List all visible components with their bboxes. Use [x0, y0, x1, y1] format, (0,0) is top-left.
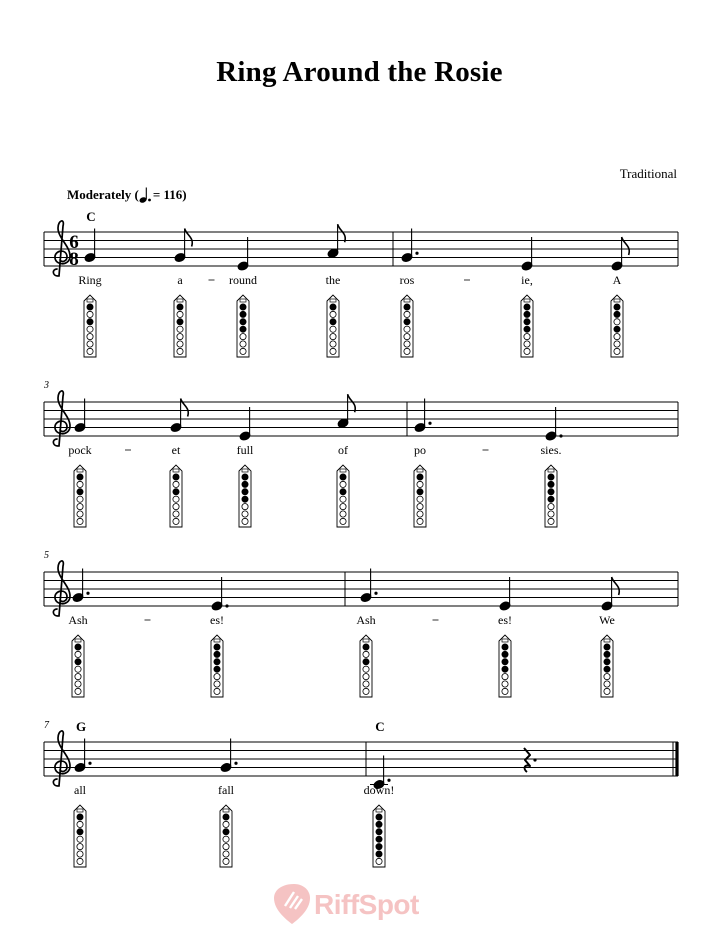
lyric-syllable: ros	[399, 273, 415, 287]
recorder-mouthpiece	[87, 299, 93, 302]
augmentation-dot	[387, 779, 390, 782]
hole-closed	[376, 814, 382, 820]
hole-open	[363, 651, 369, 657]
hole-open	[214, 674, 220, 680]
hole-closed	[376, 844, 382, 850]
hole-open	[363, 681, 369, 687]
lyric-syllable: Ash	[356, 613, 376, 627]
recorder-mouthpiece	[240, 299, 246, 302]
hole-open	[177, 326, 183, 332]
tempo-open-paren: (	[134, 187, 139, 202]
hole-open	[77, 844, 83, 850]
staff-system-4	[44, 742, 678, 776]
recorder-fingering-chart	[170, 465, 182, 527]
hole-open	[548, 504, 554, 510]
hole-closed	[77, 829, 83, 835]
recorder-fingering-chart	[545, 465, 557, 527]
hole-closed	[404, 304, 410, 310]
hole-open	[417, 504, 423, 510]
hole-open	[340, 518, 346, 524]
hole-closed	[604, 666, 610, 672]
measure-number: 3	[44, 380, 49, 391]
hole-closed	[242, 474, 248, 480]
recorder-mouthpiece	[173, 469, 179, 472]
hole-open	[177, 348, 183, 354]
hole-open	[77, 496, 83, 502]
hole-open	[240, 334, 246, 340]
recorder-fingering-chart	[72, 635, 84, 697]
hole-closed	[417, 474, 423, 480]
lyric-syllable: es!	[210, 613, 224, 627]
recorder-mouthpiece	[524, 299, 530, 302]
hole-open	[75, 681, 81, 687]
recorder-fingering-chart	[601, 635, 613, 697]
time-signature-bottom: 8	[69, 249, 79, 270]
lyric-syllable: We	[599, 613, 615, 627]
song-title: Ring Around the Rosie	[216, 56, 503, 88]
hole-open	[77, 481, 83, 487]
hole-open	[223, 844, 229, 850]
hole-closed	[524, 319, 530, 325]
hole-open	[548, 511, 554, 517]
hole-closed	[214, 644, 220, 650]
hole-closed	[363, 644, 369, 650]
hole-open	[524, 334, 530, 340]
recorder-fingering-chart	[220, 805, 232, 867]
hole-closed	[524, 326, 530, 332]
hole-closed	[330, 304, 336, 310]
hole-closed	[240, 326, 246, 332]
augmentation-dot	[225, 604, 228, 607]
hole-closed	[548, 481, 554, 487]
hole-closed	[604, 651, 610, 657]
lyric-syllable: fall	[218, 783, 234, 797]
hole-closed	[404, 319, 410, 325]
hole-closed	[376, 851, 382, 857]
hole-open	[223, 858, 229, 864]
hole-open	[214, 688, 220, 694]
lyric-syllable: the	[325, 273, 341, 287]
note	[521, 237, 533, 271]
hole-open	[502, 674, 508, 680]
chord-symbol: C	[86, 209, 96, 224]
note	[237, 237, 249, 271]
recorder-mouthpiece	[177, 299, 183, 302]
hole-open	[604, 681, 610, 687]
hole-open	[330, 326, 336, 332]
hole-open	[548, 518, 554, 524]
hole-closed	[604, 659, 610, 665]
hole-open	[77, 821, 83, 827]
recorder-fingering-chart	[373, 805, 385, 867]
note	[545, 407, 563, 441]
composer-credit: Traditional	[619, 166, 677, 181]
recorder-mouthpiece	[330, 299, 336, 302]
hole-open	[87, 334, 93, 340]
hole-open	[242, 518, 248, 524]
recorder-mouthpiece	[214, 639, 220, 642]
hole-open	[173, 518, 179, 524]
recorder-fingering-chart	[327, 295, 339, 357]
treble-clef-icon	[53, 391, 70, 446]
hole-open	[340, 496, 346, 502]
hole-open	[404, 348, 410, 354]
hole-closed	[363, 659, 369, 665]
tempo-label: Moderately	[67, 187, 132, 202]
hole-open	[75, 651, 81, 657]
hole-closed	[330, 319, 336, 325]
hole-closed	[340, 474, 346, 480]
recorder-fingering-chart	[74, 465, 86, 527]
hole-open	[75, 666, 81, 672]
hole-closed	[77, 814, 83, 820]
hole-closed	[214, 659, 220, 665]
treble-clef-stroke	[53, 221, 70, 276]
note	[84, 229, 96, 263]
lyric-syllable: A	[612, 273, 622, 287]
treble-clef-stroke	[53, 391, 70, 446]
recorder-mouthpiece	[404, 299, 410, 302]
hole-open	[75, 674, 81, 680]
hole-closed	[340, 489, 346, 495]
note	[239, 407, 251, 441]
staff-system-2	[44, 402, 678, 450]
hole-open	[223, 836, 229, 842]
recorder-mouthpiece	[548, 469, 554, 472]
hole-closed	[173, 474, 179, 480]
hole-closed	[75, 644, 81, 650]
recorder-mouthpiece	[376, 809, 382, 812]
hole-closed	[502, 644, 508, 650]
recorder-fingering-chart	[239, 465, 251, 527]
hole-open	[173, 504, 179, 510]
recorder-mouthpiece	[223, 809, 229, 812]
treble-clef-icon	[53, 561, 70, 616]
lyric-syllable: Ash	[68, 613, 88, 627]
hole-open	[404, 326, 410, 332]
hole-closed	[177, 319, 183, 325]
hole-closed	[524, 304, 530, 310]
hole-open	[173, 496, 179, 502]
hole-open	[173, 511, 179, 517]
hole-open	[242, 504, 248, 510]
hole-open	[87, 348, 93, 354]
recorder-mouthpiece	[604, 639, 610, 642]
hole-open	[502, 688, 508, 694]
guitar-pick-icon	[274, 884, 310, 924]
hole-closed	[242, 496, 248, 502]
recorder-fingering-chart	[211, 635, 223, 697]
hole-closed	[240, 311, 246, 317]
hole-open	[363, 674, 369, 680]
hole-open	[330, 334, 336, 340]
hole-open	[330, 311, 336, 317]
recorder-mouthpiece	[75, 639, 81, 642]
hole-closed	[177, 304, 183, 310]
hole-closed	[376, 836, 382, 842]
hole-closed	[502, 666, 508, 672]
hole-closed	[502, 651, 508, 657]
hole-closed	[87, 319, 93, 325]
hole-open	[604, 688, 610, 694]
hole-open	[417, 518, 423, 524]
hole-closed	[223, 814, 229, 820]
recorder-fingering-chart	[84, 295, 96, 357]
lyric-syllable: et	[171, 443, 181, 457]
hole-open	[75, 688, 81, 694]
note-flag	[622, 237, 630, 255]
note-flag	[338, 224, 346, 242]
hole-open	[340, 504, 346, 510]
hole-open	[417, 496, 423, 502]
recorder-fingering-chart	[414, 465, 426, 527]
hole-closed	[614, 311, 620, 317]
hole-open	[242, 511, 248, 517]
hole-closed	[214, 666, 220, 672]
lyric-syllable: full	[236, 443, 254, 457]
hole-open	[524, 348, 530, 354]
hole-closed	[614, 326, 620, 332]
hole-open	[87, 326, 93, 332]
hole-closed	[214, 651, 220, 657]
treble-clef-icon	[53, 731, 70, 786]
hole-open	[604, 674, 610, 680]
tempo-bpm: = 116)	[152, 187, 187, 202]
hole-open	[363, 666, 369, 672]
recorder-fingering-chart	[360, 635, 372, 697]
hole-open	[524, 341, 530, 347]
lyric-syllable: po	[414, 443, 426, 457]
recorder-fingering-chart	[337, 465, 349, 527]
lyric-syllable: Ring	[78, 273, 102, 287]
hole-closed	[376, 829, 382, 835]
augmentation-dot	[415, 252, 418, 255]
treble-clef-stroke	[53, 561, 70, 616]
lyric-syllable: pock	[68, 443, 92, 457]
hole-open	[77, 511, 83, 517]
lyric-syllable: of	[338, 443, 348, 457]
hole-open	[363, 688, 369, 694]
note	[74, 399, 86, 433]
lyric-syllable: es!	[498, 613, 512, 627]
hole-open	[77, 836, 83, 842]
hole-closed	[75, 659, 81, 665]
hole-open	[614, 341, 620, 347]
hole-open	[223, 851, 229, 857]
hole-closed	[87, 304, 93, 310]
recorder-mouthpiece	[417, 469, 423, 472]
hole-closed	[242, 489, 248, 495]
time-signature-top: 6	[69, 232, 79, 253]
note	[337, 394, 355, 428]
hole-open	[330, 341, 336, 347]
note-flag	[348, 394, 356, 412]
recorder-mouthpiece	[502, 639, 508, 642]
measure-number: 5	[44, 550, 49, 561]
chord-symbol: G	[75, 719, 87, 734]
hole-open	[177, 311, 183, 317]
hole-open	[330, 348, 336, 354]
hole-open	[404, 334, 410, 340]
augmentation-dot	[86, 592, 89, 595]
recorder-mouthpiece	[614, 299, 620, 302]
hole-open	[417, 511, 423, 517]
recorder-fingering-chart	[174, 295, 186, 357]
augmentation-dot	[234, 762, 237, 765]
recorder-fingering-chart	[237, 295, 249, 357]
hole-open	[173, 481, 179, 487]
hole-closed	[548, 474, 554, 480]
hole-open	[404, 311, 410, 317]
hole-open	[77, 851, 83, 857]
quarter-rest	[524, 748, 537, 772]
hole-open	[614, 319, 620, 325]
note-flag	[612, 577, 620, 595]
hole-open	[404, 341, 410, 347]
hole-closed	[240, 304, 246, 310]
recorder-fingering-chart	[74, 805, 86, 867]
note-flag	[185, 229, 193, 247]
hole-open	[177, 341, 183, 347]
hole-closed	[614, 304, 620, 310]
hole-closed	[240, 319, 246, 325]
lyric-syllable: round	[229, 273, 257, 287]
recorder-fingering-chart	[401, 295, 413, 357]
hole-open	[614, 334, 620, 340]
augmentation-dot	[428, 422, 431, 425]
lyric-syllable: sies.	[540, 443, 562, 457]
recorder-fingering-chart	[521, 295, 533, 357]
hole-open	[417, 481, 423, 487]
augmentation-dot	[559, 434, 562, 437]
hole-open	[87, 341, 93, 347]
quarter-rest-shape	[524, 748, 530, 772]
hole-closed	[548, 496, 554, 502]
logo-wordmark: RiffSpot	[314, 889, 419, 920]
note	[327, 224, 345, 258]
hole-open	[340, 511, 346, 517]
hole-open	[77, 858, 83, 864]
note-flag	[181, 399, 189, 417]
recorder-mouthpiece	[77, 469, 83, 472]
hole-closed	[77, 489, 83, 495]
hole-closed	[77, 474, 83, 480]
hole-open	[77, 504, 83, 510]
recorder-mouthpiece	[77, 809, 83, 812]
hole-closed	[502, 659, 508, 665]
hole-closed	[524, 311, 530, 317]
augmentation-dot	[88, 762, 91, 765]
hole-closed	[417, 489, 423, 495]
hole-open	[214, 681, 220, 687]
hole-open	[223, 821, 229, 827]
lyric-syllable: down!	[363, 783, 395, 797]
hole-open	[614, 348, 620, 354]
chord-symbol: C	[375, 719, 385, 734]
recorder-fingering-chart	[499, 635, 511, 697]
hole-closed	[376, 821, 382, 827]
recorder-mouthpiece	[340, 469, 346, 472]
treble-clef-stroke	[53, 731, 70, 786]
recorder-fingering-chart	[611, 295, 623, 357]
hole-open	[340, 481, 346, 487]
hole-open	[77, 518, 83, 524]
hole-open	[240, 341, 246, 347]
note	[211, 577, 229, 611]
hole-open	[240, 348, 246, 354]
hole-open	[502, 681, 508, 687]
measure-number: 7	[44, 720, 49, 731]
hole-closed	[604, 644, 610, 650]
hole-open	[177, 334, 183, 340]
lyric-syllable: a	[177, 273, 183, 287]
hole-open	[376, 858, 382, 864]
augmentation-dot	[533, 758, 536, 761]
lyric-syllable: ie,	[521, 273, 533, 287]
hole-closed	[223, 829, 229, 835]
hole-open	[87, 311, 93, 317]
recorder-mouthpiece	[363, 639, 369, 642]
hole-closed	[173, 489, 179, 495]
lyric-syllable: all	[74, 783, 86, 797]
augmentation-dot	[374, 592, 377, 595]
recorder-mouthpiece	[242, 469, 248, 472]
hole-closed	[548, 489, 554, 495]
treble-clef-icon	[53, 221, 70, 276]
note	[499, 577, 511, 611]
staff-system-1	[44, 232, 678, 280]
hole-closed	[242, 481, 248, 487]
